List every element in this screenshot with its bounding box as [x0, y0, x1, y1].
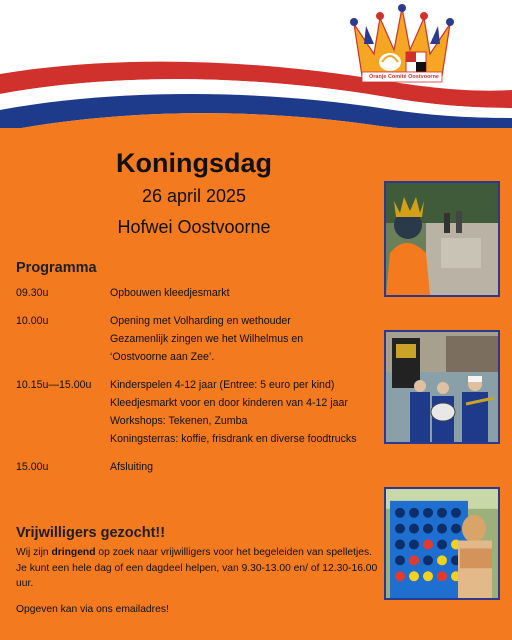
programma-time: 15.00u — [16, 461, 49, 473]
programma-time: 10.15u—15.00u — [16, 379, 92, 391]
programma-activity: Afsluiting — [110, 461, 153, 473]
connect-four-game-photo — [384, 487, 500, 600]
logo-caption: Oranje Comité Oostvoorne — [369, 74, 439, 80]
programma-activity: Opbouwen kleedjesmarkt — [110, 287, 230, 299]
programma-activity: ‘Oostvoorne aan Zee’. — [110, 351, 215, 363]
programma-activity: Kleedjesmarkt voor en door kinderen van 4-12 jaar — [110, 397, 348, 409]
event-title: Koningsdag — [116, 148, 272, 178]
programma-activity: Koningsterras: koffie, frisdrank en diverse foodtrucks — [110, 433, 357, 445]
programma-item — [16, 376, 386, 448]
programma-list — [16, 284, 386, 486]
volunteers-heading: Vrijwilligers gezocht!! — [16, 525, 166, 541]
programma-activity: Kinderspelen 4-12 jaar (Entree: 5 euro per kind) — [110, 379, 335, 391]
programma-activity: Opening met Volharding en wethouder — [110, 315, 291, 327]
marching-band-photo — [384, 330, 500, 444]
volunteers-signup: Opgeven kan via ons emailadres! — [16, 604, 169, 615]
event-date: 26 april 2025 — [141, 186, 247, 206]
volunteers-text: Wij zijn dringend op zoek naar vrijwilligers voor het begeleiden van spelletjes. Je kunt een hele dag of een dagdeel helpen, van 9.30-13.00 en/ of 12.30-16.00 uur. — [16, 547, 378, 589]
programma-activity: Gezamenlijk zingen we het Wilhelmus en — [110, 333, 304, 345]
event-venue: Hofwei Oostvoorne — [117, 217, 271, 237]
programma-activity: Workshops: Tekenen, Zumba — [110, 415, 248, 427]
programma-item — [16, 284, 386, 302]
programma-item — [16, 458, 386, 476]
child-with-crown-photo — [384, 181, 500, 297]
programma-time: 09.30u — [16, 287, 49, 299]
programma-time: 10.00u — [16, 315, 49, 327]
programma-item — [16, 312, 386, 366]
programma-heading: Programma — [16, 260, 97, 276]
volunteers-emphasis: dringend — [51, 547, 96, 558]
